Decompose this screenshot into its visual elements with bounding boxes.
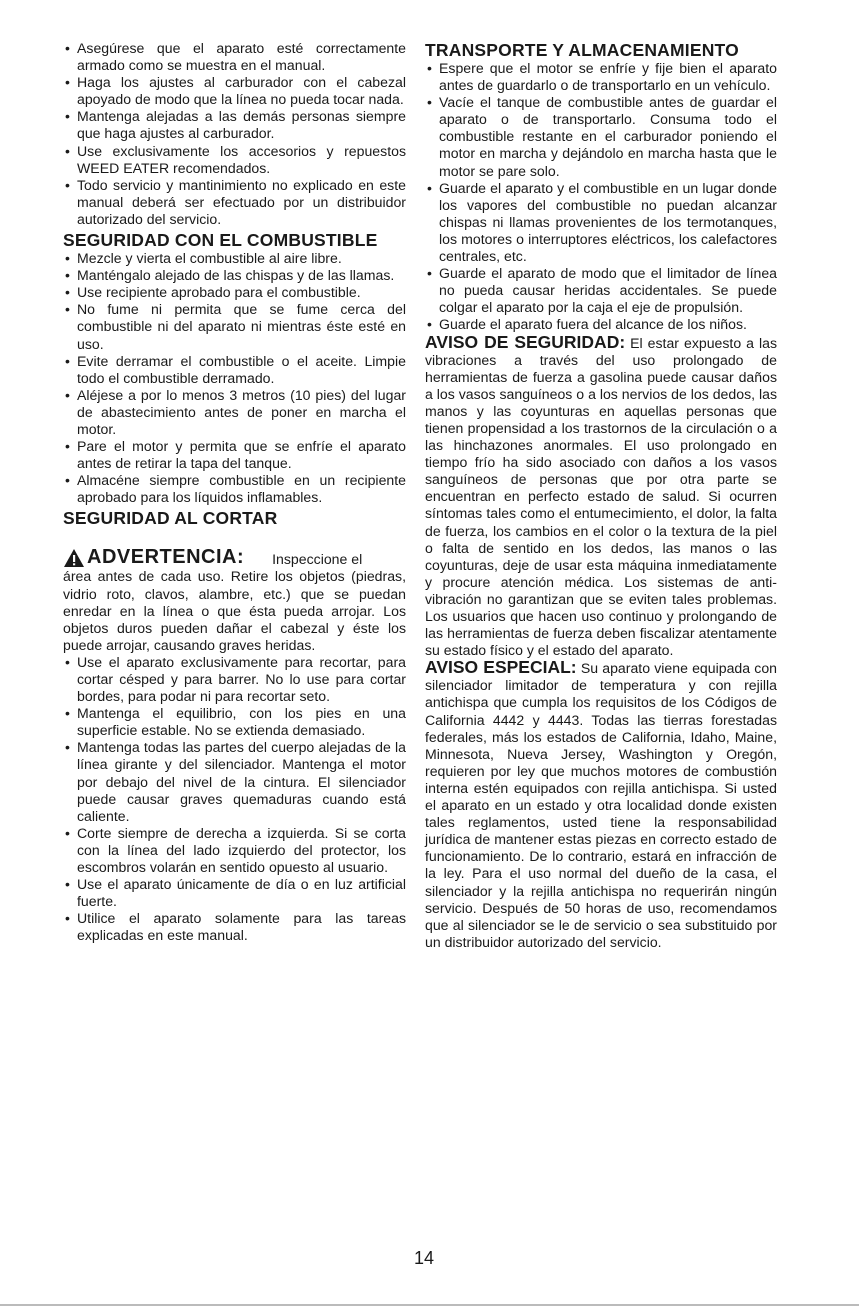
list-item: • Haga los ajustes al carburador con el cabezal apoyado de modo que la línea no pueda tocar nada. (63, 74, 406, 108)
list-item: • Guarde el aparato de modo que el limitador de línea no pueda causar heridas accidentales. Se puede colgar el aparato por la caja el eje de propulsión. (425, 265, 777, 316)
list-item: • Manténgalo alejado de las chispas y de las llamas. (63, 267, 406, 284)
special-notice-text: Su aparato viene equipada con silenciador limitador de temperatura y con rejilla antichispa que cumpla los requisitos de los Códigos de California 4442 y 4443. Todas las tierras forestadas federales, más los estados de California, Idaho, Maine, Minnesota, Nueva Jersey, Washington y Oregón, requieren por ley que muchos motores de combustión interna estén equipados con rejilla antichispa. Si usted el aparato en un estado y otra localidad donde existen tales reglamentos, usted tiene la responsabilidad jurídica de mantener estas piezas en correcto estado de funcionamiento. De lo contrario, estará en infracción de la ley. Para el uso normal del dueño de la casa, el silenciador y la rejilla antichispa no requerirán ningún servicio. Después de 50 horas de uso, recomendamos que al silenciador se le de servicio o sea substituido por un distribuidor autorizado del servicio. (425, 660, 777, 950)
warning-triangle-icon (63, 548, 85, 568)
list-item: • Use el aparato exclusivamente para recortar, para cortar césped y para barrer. No lo use para cortar bordes, para podar ni para recortar seto. (63, 654, 406, 705)
list-item: • Use exclusivamente los accesorios y repuestos WEED EATER recomendados. (63, 143, 406, 177)
list-item: • Mantenga alejadas a las demás personas siempre que haga ajustes al carburador. (63, 108, 406, 142)
warning-text-first: Inspeccione el (272, 551, 363, 568)
special-notice-lead: AVISO ESPECIAL: (425, 657, 577, 678)
intro-list (63, 40, 406, 228)
list-item: • Pare el motor y permita que se enfríe el aparato antes de retirar la tapa del tanque. (63, 438, 406, 472)
list-item: • No fume ni permita que se fume cerca del combustible ni del aparato ni mientras éste esté en uso. (63, 301, 406, 352)
right-column (425, 40, 777, 951)
list-item: • Utilice el aparato solamente para las tareas explicadas en este manual. (63, 910, 406, 944)
list-item: • Use el aparato únicamente de día o en luz artificial fuerte. (63, 876, 406, 910)
special-notice (425, 659, 777, 951)
list-item: • Aléjese a por lo menos 3 metros (10 pies) del lugar de abastecimiento antes de poner en marcha el motor. (63, 387, 406, 438)
list-item: • Use recipiente aprobado para el combustible. (63, 284, 406, 301)
list-item: • Asegúrese que el aparato esté correctamente armado como se muestra en el manual. (63, 40, 406, 74)
transport-heading: TRANSPORTE Y ALMACENAMIENTO (425, 40, 739, 60)
list-item: • Corte siempre de derecha a izquierda. Si se corta con la línea del lado izquierdo del protector, los escombros volarán en sentido opuesto al usuario. (63, 825, 406, 876)
list-item: • Mantenga el equilibrio, con los pies en una superficie estable. No se extienda demasiado. (63, 705, 406, 739)
fuel-safety-heading: SEGURIDAD CON EL COMBUSTIBLE (63, 230, 378, 251)
warning-text: área antes de cada uso. Retire los objetos (piedras, vidrio roto, clavos, alambre, etc.) que se puedan enredar en la línea o que ésta pueda arrojar. Los objetos duros pueden dañar el cabezal y éste los puede arrojar, causando graves heridas. (63, 568, 406, 653)
list-item: • Vacíe el tanque de combustible antes de guardar el aparato o de transportarlo. Consuma todo el combustible restante en el carburador poniendo el motor en marcha y dejándolo en marcha hasta que le motor se pare solo. (425, 94, 777, 179)
list-item: • Todo servicio y mantinimiento no explicado en este manual deberá ser efectuado por un distribuidor autorizado del servicio. (63, 177, 406, 228)
cutting-safety-list (63, 654, 406, 945)
list-item: • Espere que el motor se enfríe y fije bien el aparato antes de guardarlo o de transportarlo en un vehículo. (425, 60, 777, 94)
cutting-safety-heading: SEGURIDAD AL CORTAR (63, 508, 278, 529)
fuel-safety-list (63, 250, 406, 506)
transport-list (425, 60, 777, 334)
page-number: 14 (414, 1248, 435, 1268)
warning-header (63, 546, 406, 568)
list-item: • Mezcle y vierta el combustible al aire libre. (63, 250, 406, 267)
safety-notice-lead: AVISO DE SEGURIDAD: (425, 331, 626, 352)
left-column (63, 40, 406, 945)
list-item: • Mantenga todas las partes del cuerpo alejadas de la línea girante y del silenciador. Mantenga el motor por debajo del nivel de la cintura. El silenciador puede causar graves quemaduras cuando está caliente. (63, 739, 406, 824)
warning-title: ADVERTENCIA: (87, 546, 245, 569)
safety-notice-text: El estar expuesto a las vibraciones a través del uso prolongado de herramientas de fuerza a gasolina puede causar daños a los vasos sanguíneos o a los nervios de los dedos, las manos y las coyunturas en aquellas personas que tienen propensidad a los trastornos de la circulación o a las hinchazones anormales. El uso prolongado en tiempo frío ha sido asociado con daños a los vasos sanguíneos de personas que por otra parte se encuentran en perfecto estado de salud. Si ocurren síntomas tales como el entumecimiento, el dolor, la falta de fuerza, los cambios en el color o la textura de la piel o falta de sentido en los dedos, las manos o las coyunturas, deje de usar esta máquina inmediatamente y procure atención médica. Los sistemas de anti-vibración no garantizan que se eviten tales problemas. Los usuarios que hacen uso continuo y prolongando de las herramientas de fuerza deben fiscalizar atentamente su estado físico y el estado del aparato. (425, 334, 777, 659)
list-item: • Almacéne siempre combustible en un recipiente aprobado para los líquidos inflamables. (63, 472, 406, 506)
warning-block (63, 546, 406, 653)
list-item: • Evite derramar el combustible o el aceite. Limpie todo el combustible derramado. (63, 353, 406, 387)
safety-notice (425, 331, 777, 660)
list-item: • Guarde el aparato y el combustible en un lugar donde los vapores del combustible no puedan alcanzar chispas ni llamas provenientes de los termotanques, los motores o interruptores eléctricos, los calefactores centrales, etc. (425, 180, 777, 265)
list-item: • Guarde el aparato fuera del alcance de los niños. (425, 316, 777, 333)
bottom-divider (0, 1304, 859, 1306)
